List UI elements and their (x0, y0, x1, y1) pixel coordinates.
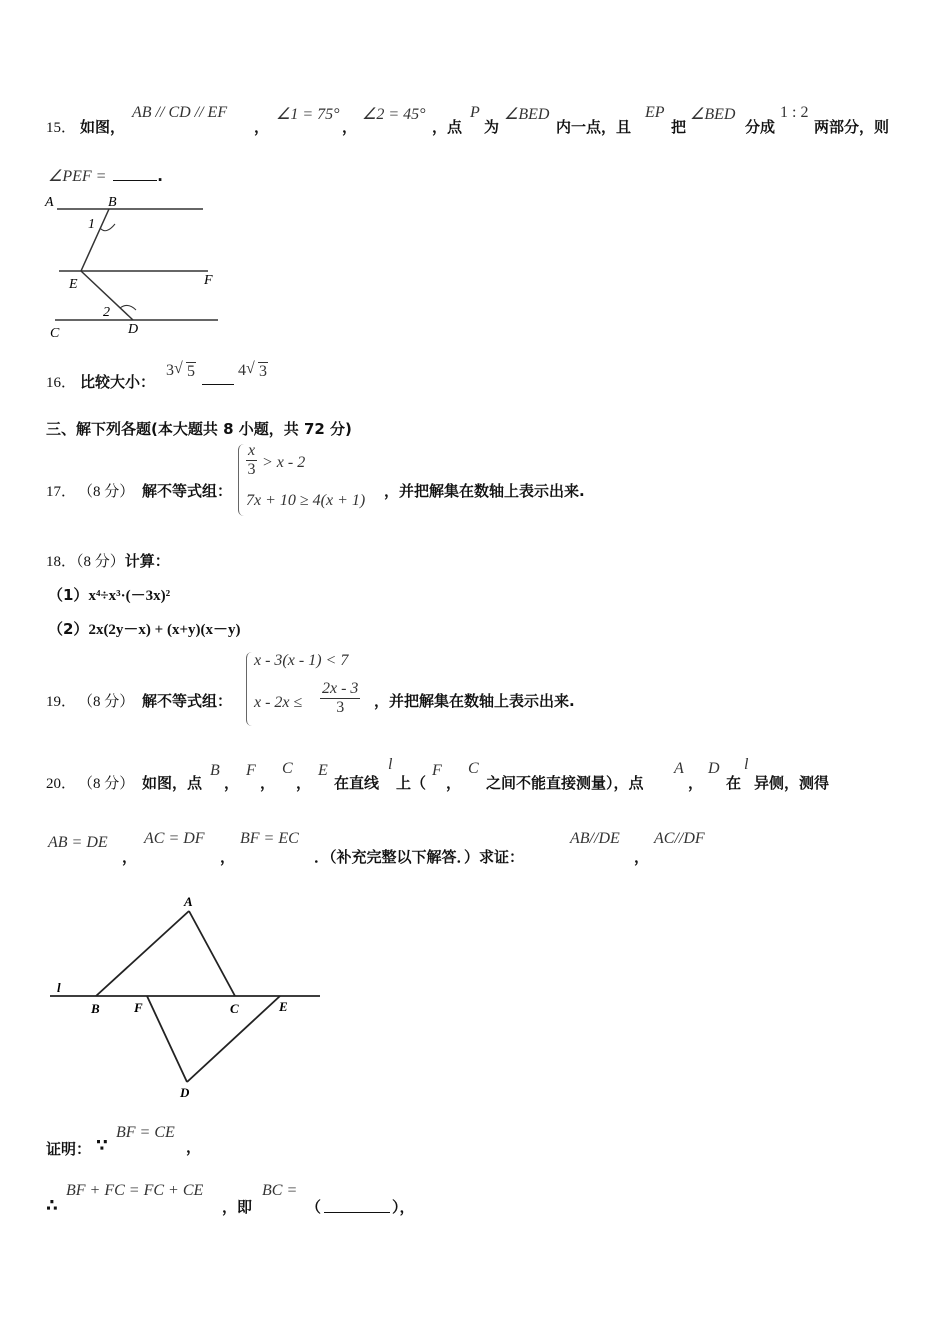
q15-segment-be (81, 209, 109, 271)
q20-label-c: C (230, 1001, 239, 1016)
q20-text-cannot: 之间不能直接测量），点 (486, 774, 644, 792)
q20-label-d: D (180, 1085, 190, 1100)
q18-part2 (48, 618, 241, 639)
q18-number: 18． (46, 554, 77, 570)
q19-ineq2-num: 2x - 3 (322, 680, 359, 697)
q19-tail: ，并把解集在数轴上表示出来. (374, 692, 575, 710)
q15-ratio: 1 : 2 (780, 104, 809, 121)
q19-ineq2-lhs: x - 2x ≤ (254, 694, 303, 711)
q15-label-b: B (108, 195, 117, 210)
q17-ineq1-num: x (248, 442, 256, 459)
q20-points: （8 分） (78, 776, 135, 792)
q16-right-sqrt-icon: √ (246, 360, 255, 377)
q20-segment-ac (189, 911, 235, 996)
q15-text-ba: 把 (671, 118, 687, 136)
q16-left-sqrt-icon: √ (174, 360, 183, 377)
q20-step3-blank[interactable] (324, 1196, 390, 1213)
q20-eq3: BF = EC (240, 830, 299, 847)
q17-ineq2: 7x + 10 ≥ 4(x + 1) (246, 492, 366, 509)
q20-point-c2: C (468, 760, 479, 777)
q20-step2-mid: ，即 (222, 1198, 253, 1216)
q18-part2-expr: 2x(2y－x) + (x+y)(x－y) (88, 622, 241, 638)
q20-proof-line2 (46, 1180, 466, 1216)
q20-text-sides: 异侧，测得 (754, 774, 830, 792)
q19 (46, 648, 646, 732)
q17-ineq1-rest: > x - 2 (262, 454, 306, 471)
q20-segment-ab (96, 911, 189, 996)
q20-eq1: AB = DE (48, 834, 108, 851)
q16-text: 比较大小： (80, 373, 156, 391)
q16-left-rad: 5 (187, 363, 195, 380)
q20-prove2: AC//DF (654, 830, 705, 847)
q20-label-l: l (57, 980, 61, 995)
q20-comma8: ， (634, 848, 650, 866)
q15-text-is: 为 (484, 118, 500, 136)
q15-line2 (48, 166, 163, 186)
q15-text-inside: 内一点，且 (556, 118, 632, 136)
q20-text-supplement: ．（补充完整以下解答．）求证： (314, 848, 525, 866)
q20-label-e: E (279, 999, 288, 1014)
q20-number: 20． (46, 776, 77, 792)
q17-points: （8 分） (78, 484, 135, 500)
q20-comma6: ， (122, 848, 138, 866)
q15-text-parts: 两部分，则 (814, 118, 890, 136)
q18-part1-label: （1） (48, 586, 89, 604)
q20-point-b: B (210, 762, 220, 779)
q15-text-split: 分成 (745, 118, 776, 136)
section3-title: 三、解下列各题(本大题共 8 小题，共 72 分) (46, 420, 352, 438)
q20-line1 (46, 758, 906, 794)
q16-answer-blank[interactable] (202, 370, 234, 385)
q15-point-p: P (470, 104, 480, 121)
q20-step3-open: （ (306, 1198, 322, 1216)
q20-eq2: AC = DF (144, 830, 205, 847)
q20-text-at: 在 (726, 774, 742, 792)
q20-text-intro: 如图，点 (142, 774, 203, 792)
q20-label-f: F (134, 1000, 143, 1015)
q18-part2-label: （2） (48, 620, 89, 638)
q19-points: （8 分） (78, 694, 135, 710)
q18-part1 (48, 584, 170, 605)
q15-label-f: F (204, 273, 213, 288)
q20-point-d: D (708, 760, 720, 777)
q20-figure (40, 890, 330, 1100)
q19-ineq2-den: 3 (336, 699, 345, 716)
q15-figure (40, 190, 240, 340)
q15-label-e: E (69, 277, 78, 292)
q20-proof-line1 (46, 1122, 346, 1156)
q19-text: 解不等式组： (142, 692, 233, 710)
q15-angle-bed: ∠BED (504, 106, 550, 123)
q16-left-coef: 3 (166, 362, 174, 379)
q20-comma7: ， (220, 848, 236, 866)
q15-angle2: ∠2 = 45° (362, 106, 426, 123)
q15-label-a: A (45, 195, 54, 210)
q15-answer-lhs: ∠PEF = (48, 168, 107, 185)
q19-ineq2-frac (320, 680, 360, 717)
q18-points: （8 分） (76, 554, 125, 570)
q16-number: 16． (46, 375, 77, 391)
q20-step1-end: ， (186, 1138, 202, 1156)
q15-parallel: AB // CD // EF (132, 104, 228, 121)
q16-right-coef: 4 (238, 362, 246, 379)
q20-line-l2: l (744, 756, 749, 773)
q17-ineq1-frac (246, 442, 257, 479)
q20-point-c: C (282, 760, 293, 777)
q20-step2: BF + FC = FC + CE (66, 1182, 204, 1199)
q15-number: 15． (46, 120, 77, 136)
q20-segment-fd (147, 996, 187, 1082)
q20-step3: BC = (262, 1182, 298, 1199)
q20-step1: BF = CE (116, 1124, 175, 1141)
therefore-icon: ∴ (46, 1196, 58, 1216)
q18-part1-expr: x⁴÷x³·(－3x)² (88, 588, 171, 604)
q15-label-c: C (50, 326, 60, 341)
q20-text-on: 在直线 (334, 774, 380, 792)
q20-line2 (48, 830, 748, 866)
q20-comma1: ， (224, 774, 240, 792)
because-icon: ∵ (96, 1136, 108, 1156)
q15-comma1: ， (254, 118, 270, 136)
q15-label-d: D (128, 322, 139, 337)
q20-point-f: F (246, 762, 256, 779)
q15-ep: EP (645, 104, 665, 121)
q19-ineq1: x - 3(x - 1) < 7 (254, 652, 349, 669)
q20-label-b: B (91, 1001, 100, 1016)
q15-label-2: 2 (103, 305, 110, 320)
q20-prove1: AB//DE (570, 830, 620, 847)
q17-tail: ，并把解集在数轴上表示出来. (384, 482, 585, 500)
q17 (46, 440, 646, 520)
q20-line-l: l (388, 756, 393, 773)
q17-number: 17． (46, 484, 77, 500)
q16 (46, 360, 306, 392)
q15-label-1: 1 (88, 217, 95, 232)
q20-step3-close: ）， (392, 1198, 415, 1216)
q20-comma5: ， (688, 774, 704, 792)
q16-right-rad: 3 (259, 363, 267, 380)
q20-point-a: A (674, 760, 684, 777)
q15-answer-blank[interactable] (113, 180, 157, 181)
q15-angle1: ∠1 = 75° (276, 106, 340, 123)
q20-point-f2: F (432, 762, 442, 779)
q17-ineq1-den: 3 (247, 461, 256, 478)
q15-text-point: ，点 (432, 118, 463, 136)
q15-answer-end: . (157, 167, 163, 185)
q18-text: 计算： (124, 552, 170, 570)
q20-proof-label: 证明： (46, 1140, 92, 1158)
q20-point-e: E (318, 762, 328, 779)
q18-header (46, 550, 170, 571)
q17-text: 解不等式组： (142, 482, 233, 500)
q20-comma2: ， (260, 774, 276, 792)
q15-angle-bed2: ∠BED (690, 106, 736, 123)
q15-intro: 如图， (80, 118, 126, 136)
q20-comma3: ， (296, 774, 312, 792)
q20-text-up: 上（ (396, 774, 427, 792)
q15-comma2: ， (342, 118, 358, 136)
q19-number: 19． (46, 694, 77, 710)
q20-comma4: ， (446, 774, 462, 792)
q20-label-a: A (184, 894, 193, 909)
